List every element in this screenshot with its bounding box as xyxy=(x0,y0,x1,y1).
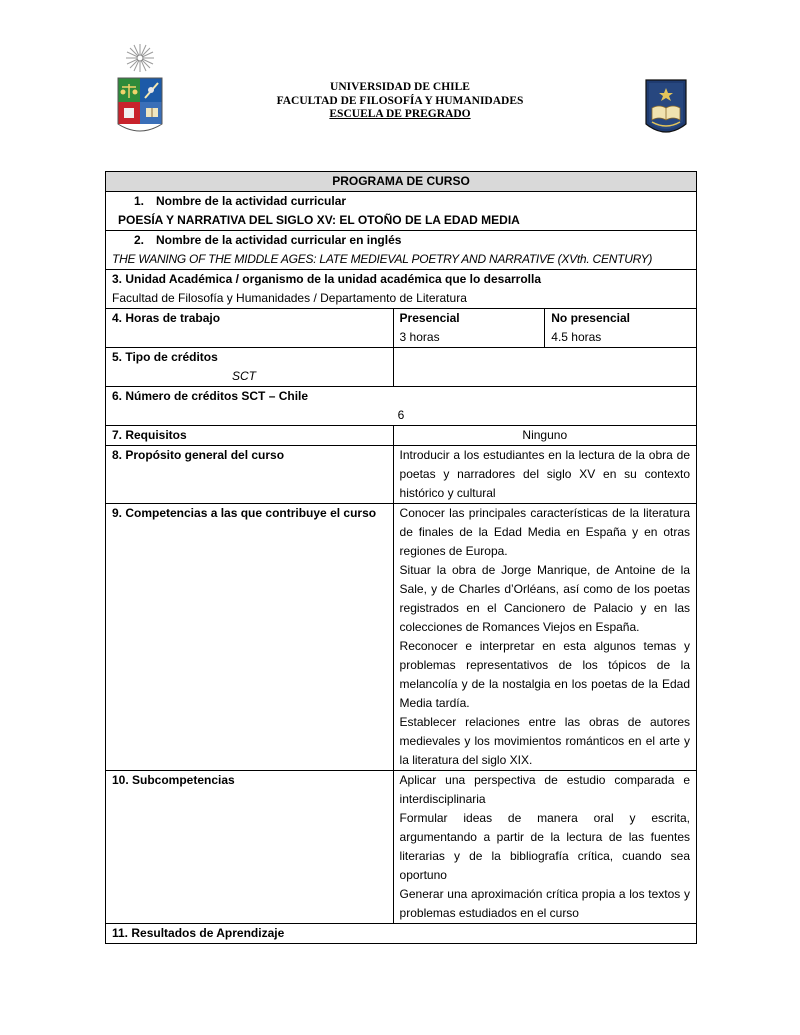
competency-item: Establecer relaciones entre las obras de autores medievales y los movimientos románticos en el arte y la literatura del siglo XIX. xyxy=(399,715,690,767)
section-1-label: Nombre de la actividad curricular xyxy=(156,194,347,208)
section-8-row xyxy=(106,446,697,504)
section-5-empty-cell xyxy=(393,348,696,387)
competency-item: Situar la obra de Jorge Manrique, de Antoine de la Sale, y de Charles d’Orléans, así como de los poetas registrados en el Cancionero de Palacio y en las colecciones de Romances Viejos en España. xyxy=(399,563,690,634)
section-1-row xyxy=(106,192,697,231)
section-11-row xyxy=(106,924,697,944)
section-1-heading xyxy=(112,192,690,211)
academic-unit-value: Facultad de Filosofía y Humanidades / Departamento de Literatura xyxy=(112,291,467,305)
program-title: PROGRAMA DE CURSO xyxy=(106,172,697,192)
section-2-number: 2. xyxy=(134,233,145,247)
section-7-row xyxy=(106,426,697,446)
subcompetency-item: Formular ideas de manera oral y escrita, argumentando a partir de la lectura de las fuentes literarias y de la bibliografía crítica, cuando sea oportuno xyxy=(399,811,690,882)
section-10-label: 10. Subcompetencias xyxy=(106,771,394,924)
section-9-row xyxy=(106,504,697,771)
school-name: ESCUELA DE PREGRADO xyxy=(329,108,471,120)
section-5-row xyxy=(106,348,697,387)
competency-item: Reconocer e interpretar en esta algunos temas y problemas representativos de los tópicos de la melancolía y de la nostalgia en los poetas de la Edad Media tardía. xyxy=(399,639,690,710)
section-2-heading xyxy=(112,231,690,250)
presencial-hours: 3 horas xyxy=(399,330,440,344)
section-11-label: 11. Resultados de Aprendizaje xyxy=(106,924,697,944)
section-3-label: 3. Unidad Académica / organismo de la unidad académica que lo desarrolla xyxy=(112,272,542,286)
course-purpose-value: Introducir a los estudiantes en la lectura de la obra de poetas y narradores del siglo XV en su contexto histórico y cultural xyxy=(393,446,696,504)
section-2-label: Nombre de la actividad curricular en inglés xyxy=(156,233,402,247)
section-1-number: 1. xyxy=(134,194,145,208)
requirements-value: Ninguno xyxy=(393,426,696,446)
section-5-label: 5. Tipo de créditos xyxy=(112,350,218,364)
section-2-row xyxy=(106,231,697,270)
course-name-english: THE WANING OF THE MIDDLE AGES: LATE MEDIEVAL POETRY AND NARRATIVE (XVth. CENTURY) xyxy=(112,252,653,266)
section-8-label: 8. Propósito general del curso xyxy=(106,446,394,504)
section-3-row xyxy=(106,270,697,309)
faculty-name: FACULTAD DE FILOSOFÍA Y HUMANIDADES xyxy=(276,94,524,107)
no-presencial-label: No presencial xyxy=(551,311,630,325)
program-title-row xyxy=(106,172,697,192)
section-7-label: 7. Requisitos xyxy=(106,426,394,446)
section-6-row xyxy=(106,387,697,426)
section-4-label: 4. Horas de trabajo xyxy=(106,309,394,348)
university-name: UNIVERSIDAD DE CHILE xyxy=(330,81,470,93)
institution-header xyxy=(0,81,800,122)
subcompetency-item: Aplicar una perspectiva de estudio comparada e interdisciplinaria xyxy=(399,773,690,806)
course-name-spanish: POESÍA Y NARRATIVA DEL SIGLO XV: EL OTOÑO DE LA EDAD MEDIA xyxy=(118,213,520,227)
course-program-table xyxy=(105,171,697,944)
subcompetency-item: Generar una aproximación crítica propia a los textos y problemas estudiados en el curso xyxy=(399,887,690,920)
section-6-label: 6. Número de créditos SCT – Chile xyxy=(112,389,309,403)
section-4-row xyxy=(106,309,697,348)
presencial-label: Presencial xyxy=(399,311,460,325)
section-9-label: 9. Competencias a las que contribuye el curso xyxy=(106,504,394,771)
section-10-row xyxy=(106,771,697,924)
credits-number-value: 6 xyxy=(397,408,405,422)
competency-item: Conocer las principales características de la literatura de finales de la Edad Media en España y en otras regiones de Europa. xyxy=(399,506,690,558)
credit-type-value: SCT xyxy=(232,369,256,383)
no-presencial-hours: 4.5 horas xyxy=(551,330,602,344)
